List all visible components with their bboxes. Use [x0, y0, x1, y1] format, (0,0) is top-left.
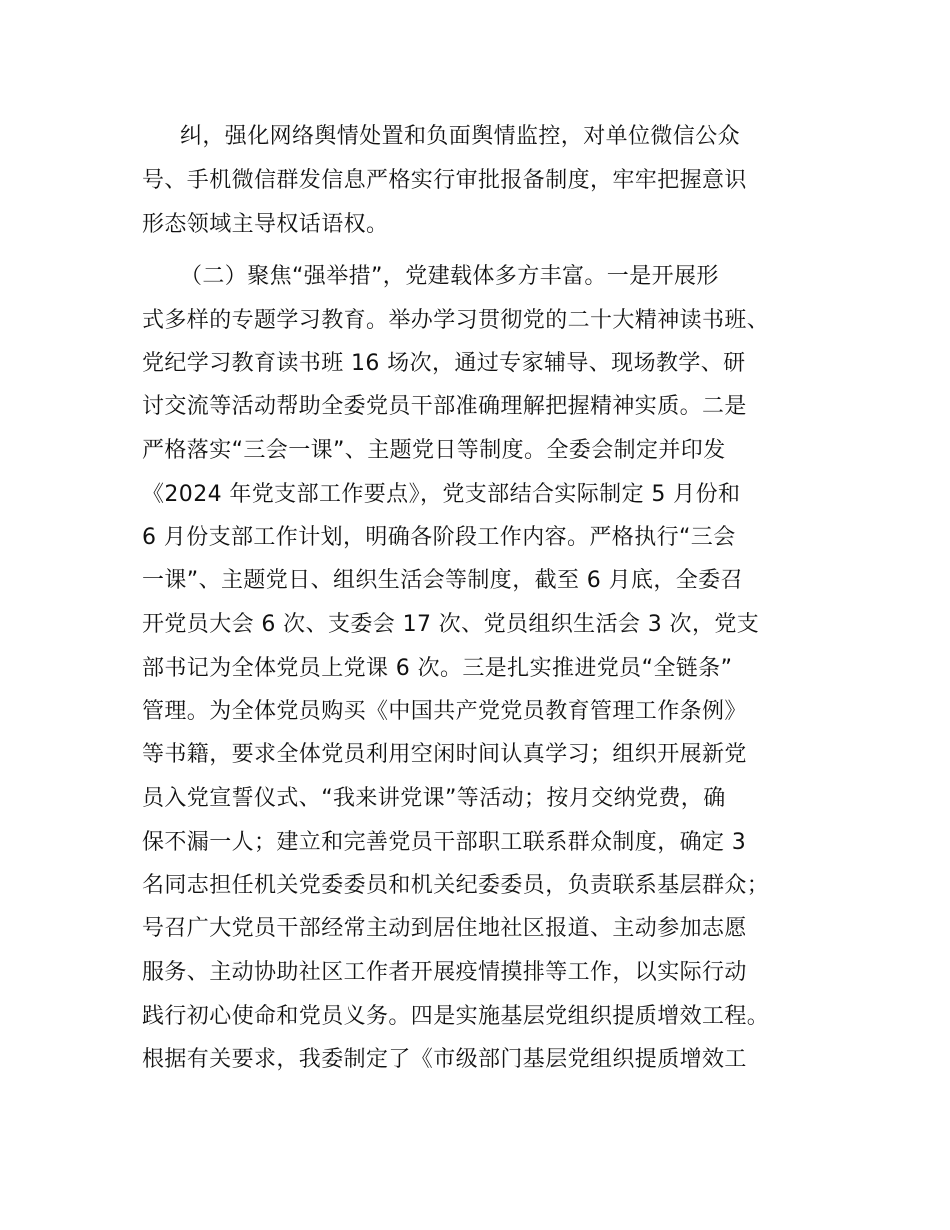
paragraph-2-line-3: 党纪学习教育读书班 16 场次，通过专家辅导、现场教学、研 [142, 351, 746, 376]
paragraph-2-line-2: 式多样的专题学习教育。举办学习贯彻党的二十大精神读书班、 [142, 308, 770, 333]
paragraph-2-line-5: 严格落实“三会一课”、主题党日等制度。全委会制定并印发 [142, 438, 726, 463]
paragraph-2-line-13: 员入党宣誓仪式、“我来讲党课”等活动；按月交纳党费，确 [142, 786, 726, 811]
paragraph-2-line-4: 讨交流等活动帮助全委党员干部准确理解把握精神实质。二是 [142, 394, 747, 419]
paragraph-2-line-6: 《2024 年党支部工作要点》，党支部结合实际制定 5 月份和 [142, 482, 741, 507]
paragraph-2-line-16: 号召广大党员干部经常主动到居住地社区报道、主动参加志愿 [142, 916, 747, 941]
paragraph-2-line-14: 保不漏一人；建立和完善党员干部职工联系群众制度，确定 3 [142, 830, 747, 855]
paragraph-2-line-18: 践行初心使命和党员义务。四是实施基层党组织提质增效工程。 [142, 1004, 770, 1029]
paragraph-2-line-1: （二）聚焦“强举措”，党建载体多方丰富。一是开展形 [180, 264, 719, 289]
paragraph-2-line-10: 部书记为全体党员上党课 6 次。三是扎实推进党员“全链条” [142, 656, 733, 681]
paragraph-2-line-19: 根据有关要求，我委制定了《市级部门基层党组织提质增效工 [142, 1047, 747, 1072]
paragraph-1-line-1: 纠，强化网络舆情处置和负面舆情监控，对单位微信公众 [180, 124, 741, 149]
paragraph-2-line-17: 服务、主动协助社区工作者开展疫情摸排等工作，以实际行动 [142, 960, 747, 985]
paragraph-2-line-7: 6 月份支部工作计划，明确各阶段工作内容。严格执行“三会 [142, 525, 736, 550]
paragraph-2-line-11: 管理。为全体党员购买《中国共产党党员教育管理工作条例》 [142, 699, 747, 724]
paragraph-2-line-12: 等书籍，要求全体党员利用空闲时间认真学习；组织开展新党 [142, 742, 747, 767]
paragraph-1-line-3: 形态领域主导权话语权。 [142, 212, 389, 237]
paragraph-2-line-8: 一课”、主题党日、组织生活会等制度，截至 6 月底，全委召 [142, 568, 743, 593]
paragraph-2-line-15: 名同志担任机关党委委员和机关纪委委员，负责联系基层群众； [142, 873, 770, 898]
paragraph-2-line-9: 开党员大会 6 次、支委会 17 次、党员组织生活会 3 次，党支 [142, 612, 760, 637]
paragraph-1-line-2: 号、手机微信群发信息严格实行审批报备制度，牢牢把握意识 [142, 168, 747, 193]
